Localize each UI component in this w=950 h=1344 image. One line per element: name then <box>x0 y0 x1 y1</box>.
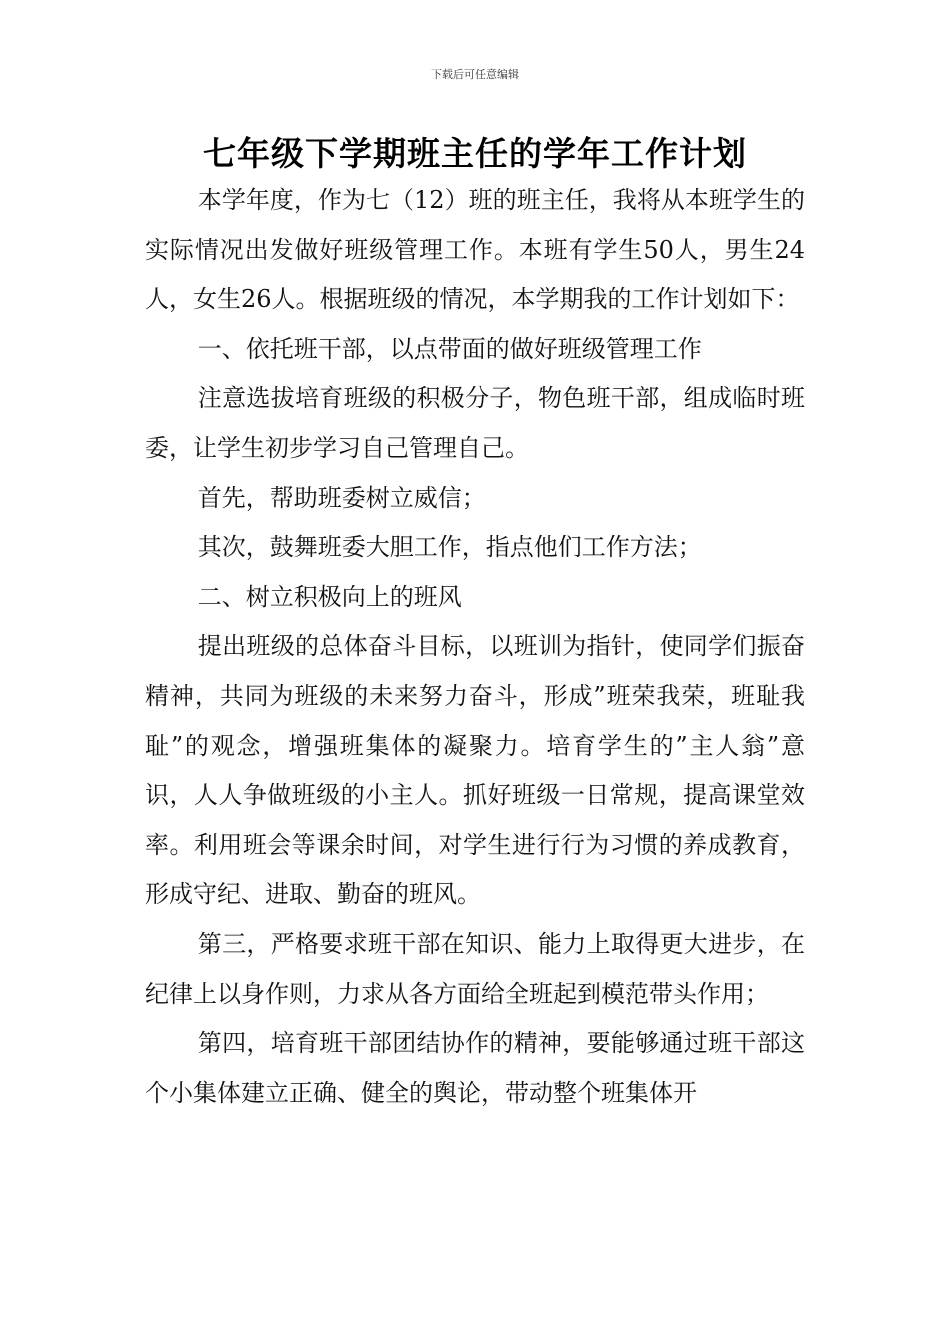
paragraph: 提出班级的总体奋斗目标，以班训为指针，使同学们振奋精神，共同为班级的未来努力奋斗，形成”班荣我荣，班耻我耻”的观念，增强班集体的凝聚力。培育学生的”主人翁”意识，人人争做班级的小主人。抓好班级一日常规，提高课堂效率。利用班会等课余时间，对学生进行行为习惯的养成教育，形成守纪、进取、勤奋的班风。 <box>145 632 805 909</box>
paragraph: 第四，培育班干部团结协作的精神，要能够通过班干部这个小集体建立正确、健全的舆论，带动整个班集体开 <box>145 1029 805 1107</box>
paragraph: 注意选拔培育班级的积极分子，物色班干部，组成临时班委，让学生初步学习自己管理自己。 <box>145 384 805 462</box>
header-note: 下载后可任意编辑 <box>431 68 519 81</box>
paragraph: 其次，鼓舞班委大胆工作，指点他们工作方法； <box>197 533 702 562</box>
section-heading-1: 一、依托班干部，以点带面的做好班级管理工作 <box>197 334 702 363</box>
document-body <box>145 176 805 1118</box>
section-heading-2: 二、树立积极向上的班风 <box>197 582 462 611</box>
page-title: 七年级下学期班主任的学年工作计划 <box>203 134 747 173</box>
paragraph-intro: 本学年度，作为七（12）班的班主任，我将从本班学生的实际情况出发做好班级管理工作。本班有学生50人，男生24人，女生26人。根据班级的情况，本学期我的工作计划如下： <box>145 186 805 314</box>
paragraph: 首先，帮助班委树立威信； <box>197 483 486 512</box>
paragraph: 第三，严格要求班干部在知识、能力上取得更大进步，在纪律上以身作则，力求从各方面给全班起到模范带头作用； <box>145 929 805 1008</box>
